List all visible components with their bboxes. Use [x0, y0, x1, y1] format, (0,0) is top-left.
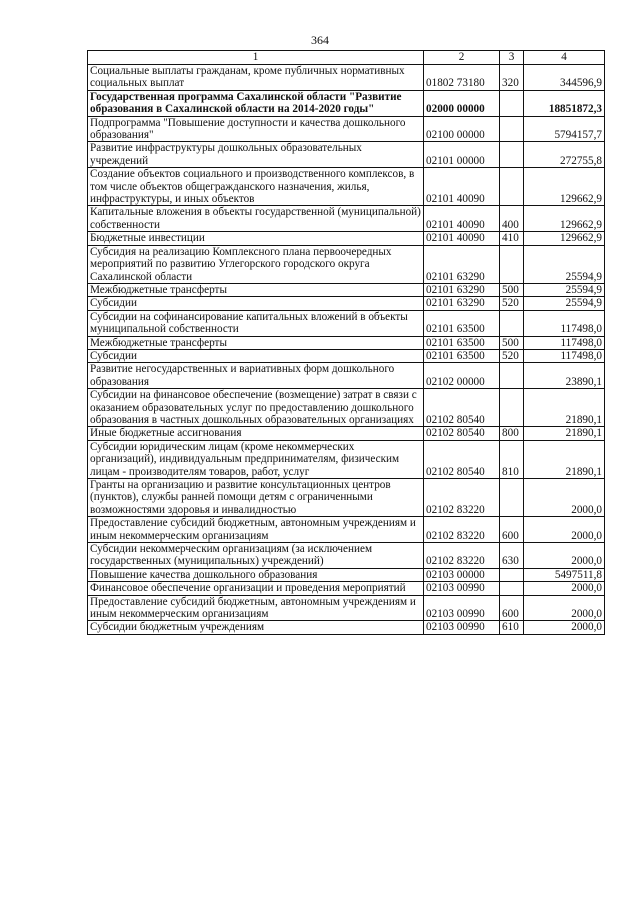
row-type-cell: 500 [500, 283, 524, 296]
column-header-type: 3 [500, 51, 524, 65]
row-name-cell: Предоставление субсидий бюджетным, автономным учреждениям и иным некоммерческим организациям [88, 517, 424, 543]
row-name-cell: Субсидии [88, 297, 424, 310]
row-code-cell: 02102 83220 [424, 543, 500, 569]
row-code-cell: 02102 80540 [424, 427, 500, 440]
row-sum-cell: 2000,0 [524, 479, 605, 517]
table-row [88, 65, 605, 91]
table-row [88, 621, 605, 634]
row-type-cell [500, 479, 524, 517]
table-row [88, 543, 605, 569]
row-sum-cell: 2000,0 [524, 582, 605, 595]
row-type-cell: 610 [500, 621, 524, 634]
row-name-cell: Социальные выплаты гражданам, кроме публичных нормативных социальных выплат [88, 65, 424, 91]
row-name-cell: Развитие негосударственных и вариативных форм дошкольного образования [88, 363, 424, 389]
row-name-cell: Субсидии на финансовое обеспечение (возмещение) затрат в связи с оказанием образовательных услуг по предоставлению дошкольного образования в частных дошкольных образовательных организациях [88, 389, 424, 427]
row-sum-cell: 5794157,7 [524, 116, 605, 142]
row-sum-cell: 25594,9 [524, 245, 605, 283]
row-code-cell: 02101 40090 [424, 168, 500, 206]
table-header-row [88, 51, 605, 65]
row-type-cell [500, 116, 524, 142]
row-name-cell: Финансовое обеспечение организации и проведения мероприятий [88, 582, 424, 595]
row-name-cell: Межбюджетные трансферты [88, 336, 424, 349]
row-sum-cell: 129662,9 [524, 232, 605, 245]
row-type-cell [500, 168, 524, 206]
table-row [88, 568, 605, 581]
page-number: 364 [311, 33, 329, 47]
row-type-cell: 600 [500, 517, 524, 543]
row-code-cell: 02101 63290 [424, 297, 500, 310]
row-name-cell: Подпрограмма "Повышение доступности и качества дошкольного образования" [88, 116, 424, 142]
row-code-cell: 02102 80540 [424, 440, 500, 478]
row-type-cell [500, 142, 524, 168]
table-row [88, 440, 605, 478]
row-code-cell: 02100 00000 [424, 116, 500, 142]
row-code-cell: 02102 80540 [424, 389, 500, 427]
row-sum-cell: 25594,9 [524, 283, 605, 296]
row-sum-cell: 18851872,3 [524, 90, 605, 116]
row-type-cell: 500 [500, 336, 524, 349]
row-sum-cell: 2000,0 [524, 517, 605, 543]
row-code-cell: 02103 00990 [424, 621, 500, 634]
row-type-cell [500, 245, 524, 283]
table-row [88, 90, 605, 116]
row-name-cell: Иные бюджетные ассигнования [88, 427, 424, 440]
table-row [88, 297, 605, 310]
row-type-cell: 320 [500, 65, 524, 91]
row-sum-cell: 2000,0 [524, 595, 605, 621]
row-name-cell: Государственная программа Сахалинской области "Развитие образования в Сахалинской области на 2014-2020 годы" [88, 90, 424, 116]
row-code-cell: 02103 00990 [424, 582, 500, 595]
row-type-cell [500, 310, 524, 336]
row-code-cell: 02102 83220 [424, 517, 500, 543]
row-code-cell: 02101 00000 [424, 142, 500, 168]
table-row [88, 349, 605, 362]
row-name-cell: Межбюджетные трансферты [88, 283, 424, 296]
row-name-cell: Субсидии [88, 349, 424, 362]
row-code-cell: 02101 63500 [424, 349, 500, 362]
row-code-cell: 02101 63500 [424, 336, 500, 349]
row-code-cell: 02101 63500 [424, 310, 500, 336]
row-sum-cell: 2000,0 [524, 543, 605, 569]
table-row [88, 310, 605, 336]
row-type-cell [500, 90, 524, 116]
row-type-cell: 810 [500, 440, 524, 478]
row-type-cell: 520 [500, 297, 524, 310]
row-name-cell: Субсидии на софинансирование капитальных вложений в объекты муниципальной собственности [88, 310, 424, 336]
table-row [88, 142, 605, 168]
table-row [88, 582, 605, 595]
row-sum-cell: 129662,9 [524, 168, 605, 206]
row-sum-cell: 2000,0 [524, 621, 605, 634]
row-type-cell: 400 [500, 206, 524, 232]
row-sum-cell: 129662,9 [524, 206, 605, 232]
row-sum-cell: 23890,1 [524, 363, 605, 389]
row-type-cell [500, 582, 524, 595]
row-code-cell: 02101 63290 [424, 245, 500, 283]
row-type-cell: 800 [500, 427, 524, 440]
row-type-cell: 520 [500, 349, 524, 362]
row-type-cell: 600 [500, 595, 524, 621]
row-code-cell: 02102 83220 [424, 479, 500, 517]
row-sum-cell: 344596,9 [524, 65, 605, 91]
row-name-cell: Повышение качества дошкольного образования [88, 568, 424, 581]
row-type-cell: 410 [500, 232, 524, 245]
row-name-cell: Предоставление субсидий бюджетным, автономным учреждениям и иным некоммерческим организациям [88, 595, 424, 621]
row-sum-cell: 21890,1 [524, 440, 605, 478]
column-header-code: 2 [424, 51, 500, 65]
row-code-cell: 02000 00000 [424, 90, 500, 116]
column-header-name: 1 [88, 51, 424, 65]
table-row [88, 232, 605, 245]
table-row [88, 168, 605, 206]
row-code-cell: 02101 63290 [424, 283, 500, 296]
row-type-cell: 630 [500, 543, 524, 569]
table-row [88, 427, 605, 440]
row-code-cell: 02103 00000 [424, 568, 500, 581]
row-name-cell: Субсидии юридическим лицам (кроме некоммерческих организаций), индивидуальным предпринимателям, физическим лицам - производителям товаров, работ, услуг [88, 440, 424, 478]
row-code-cell: 01802 73180 [424, 65, 500, 91]
row-sum-cell: 117498,0 [524, 310, 605, 336]
table-row [88, 245, 605, 283]
table-row [88, 517, 605, 543]
row-sum-cell: 272755,8 [524, 142, 605, 168]
row-name-cell: Бюджетные инвестиции [88, 232, 424, 245]
table-row [88, 389, 605, 427]
row-name-cell: Субсидия на реализацию Комплексного плана первоочередных мероприятий по развитию Углегорского городского округа Сахалинской области [88, 245, 424, 283]
row-sum-cell: 25594,9 [524, 297, 605, 310]
row-sum-cell: 5497511,8 [524, 568, 605, 581]
row-type-cell [500, 363, 524, 389]
row-sum-cell: 21890,1 [524, 389, 605, 427]
row-code-cell: 02101 40090 [424, 232, 500, 245]
row-name-cell: Капитальные вложения в объекты государственной (муниципальной) собственности [88, 206, 424, 232]
row-name-cell: Создание объектов социального и производственного комплексов, в том числе объектов общегражданского назначения, жилья, инфраструктуры, и иных объектов [88, 168, 424, 206]
row-code-cell: 02102 00000 [424, 363, 500, 389]
row-sum-cell: 21890,1 [524, 427, 605, 440]
budget-table [87, 50, 605, 635]
table-row [88, 206, 605, 232]
table-row [88, 595, 605, 621]
row-sum-cell: 117498,0 [524, 336, 605, 349]
row-type-cell [500, 389, 524, 427]
table-row [88, 116, 605, 142]
row-name-cell: Субсидии некоммерческим организациям (за исключением государственных (муниципальных) учреждений) [88, 543, 424, 569]
row-sum-cell: 117498,0 [524, 349, 605, 362]
row-name-cell: Субсидии бюджетным учреждениям [88, 621, 424, 634]
row-name-cell: Гранты на организацию и развитие консультационных центров (пунктов), службы ранней помощи детям с ограниченными возможностями здоровья и инвалидностью [88, 479, 424, 517]
row-type-cell [500, 568, 524, 581]
row-code-cell: 02101 40090 [424, 206, 500, 232]
row-code-cell: 02103 00990 [424, 595, 500, 621]
row-name-cell: Развитие инфраструктуры дошкольных образовательных учреждений [88, 142, 424, 168]
table-row [88, 283, 605, 296]
table-row [88, 336, 605, 349]
table-row [88, 479, 605, 517]
column-header-sum: 4 [524, 51, 605, 65]
table-row [88, 363, 605, 389]
